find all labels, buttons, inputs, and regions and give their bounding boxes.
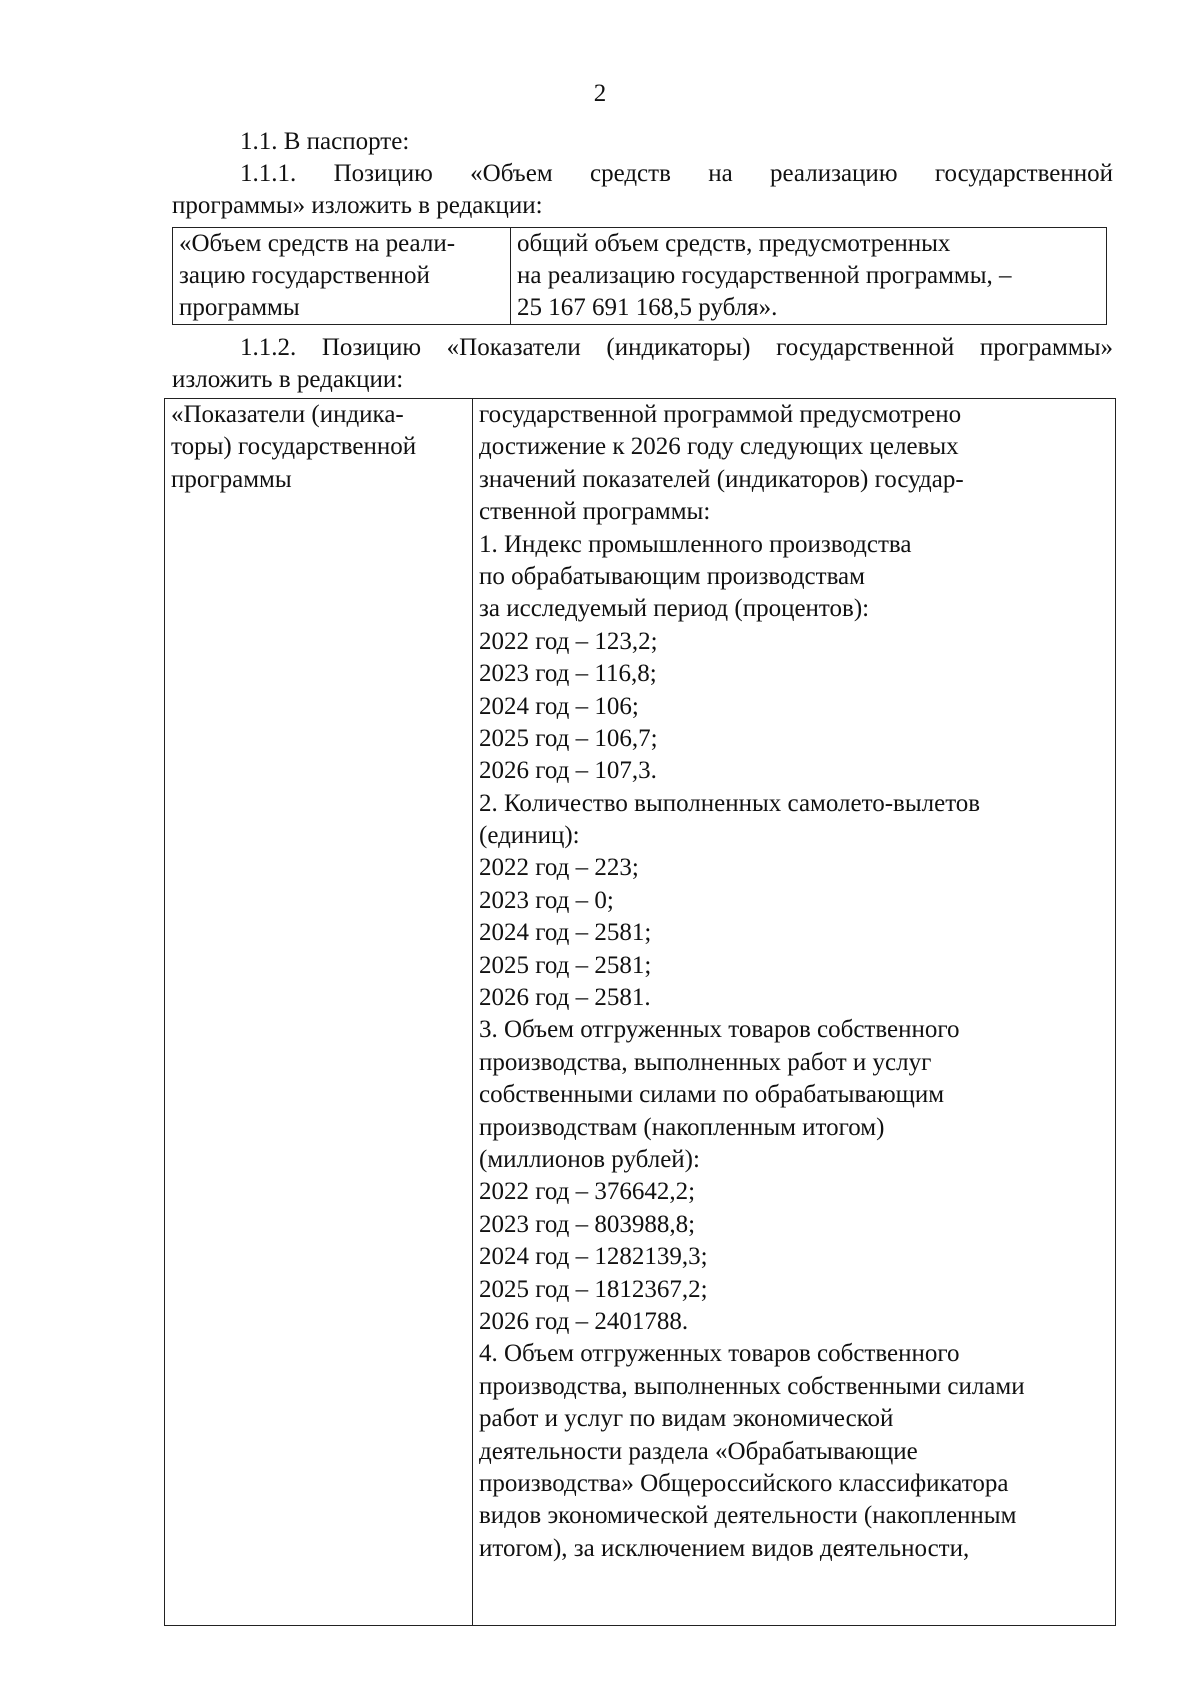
paragraph-1-1-2-line2: изложить в редакции: <box>172 366 404 393</box>
funding-volume-table <box>172 227 1107 325</box>
table-line: 2023 год – 116,8; <box>479 660 657 688</box>
paragraph-1-1-1-line1: 1.1.1. Позицию «Объем средств на реализацию государственной <box>240 160 1113 187</box>
table-line: зацию государственной <box>179 262 430 289</box>
table-line: 2026 год – 2581. <box>479 984 651 1012</box>
paragraph-1-1-1-line2: программы» изложить в редакции: <box>172 192 543 219</box>
table-line: программы <box>179 294 300 321</box>
table-line: 2024 год – 1282139,3; <box>479 1243 708 1271</box>
table-line: 2025 год – 2581; <box>479 951 652 979</box>
table-line: «Показатели (индика- <box>171 401 404 428</box>
table-line: 1. Индекс промышленного производства <box>479 530 912 558</box>
table-line: 25 167 691 168,5 рубля». <box>517 294 778 321</box>
table-line: достижение к 2026 году следующих целевых <box>479 433 959 461</box>
table-line: 4. Объем отгруженных товаров собственного <box>479 1340 960 1368</box>
table-line: по обрабатывающим производствам <box>479 562 865 590</box>
table-line: за исследуемый период (процентов): <box>479 595 870 623</box>
table-line: деятельности раздела «Обрабатывающие <box>479 1437 918 1465</box>
table-line: 2023 год – 803988,8; <box>479 1210 696 1238</box>
table-line: производства, выполненных работ и услуг <box>479 1048 932 1076</box>
table-line: 2026 год – 2401788. <box>479 1307 689 1335</box>
table-line: «Объем средств на реали- <box>179 230 456 257</box>
indicators-label-cell <box>165 399 473 1626</box>
table-line: ственной программы: <box>479 498 711 526</box>
table-line: работ и услуг по видам экономической <box>479 1405 894 1433</box>
paragraph-passport: 1.1. В паспорте: <box>240 128 410 155</box>
table-line: 2022 год – 376642,2; <box>479 1178 696 1206</box>
indicators-table <box>164 398 1116 1626</box>
table-line: собственными силами по обрабатывающим <box>479 1081 945 1109</box>
table-line: (миллионов рублей): <box>479 1145 700 1173</box>
table-line: 2026 год – 107,3. <box>479 757 657 785</box>
table-line: 2023 год – 0; <box>479 886 614 914</box>
table-line: 3. Объем отгруженных товаров собственного <box>479 1016 960 1044</box>
table-line: производства» Общероссийского классификатора <box>479 1469 1009 1497</box>
table-line: видов экономической деятельности (накопленным <box>479 1502 1017 1530</box>
table-line: программы <box>171 465 292 493</box>
table-line: государственной программой предусмотрено <box>479 401 962 428</box>
page-number: 2 <box>593 80 607 107</box>
table-line: 2025 год – 1812367,2; <box>479 1275 708 1303</box>
table-line: 2022 год – 223; <box>479 854 639 882</box>
table-line: 2025 год – 106,7; <box>479 724 658 752</box>
table-line: итогом), за исключением видов деятельности, <box>479 1534 970 1562</box>
funding-volume-value-cell <box>511 228 1107 325</box>
table-line: производствам (накопленным итогом) <box>479 1113 885 1141</box>
table-line: на реализацию государственной программы, – <box>517 262 1012 289</box>
table-line: 2024 год – 2581; <box>479 919 652 947</box>
table-line: торы) государственной <box>171 433 417 461</box>
table-line: 2022 год – 123,2; <box>479 627 658 655</box>
table-line: производства, выполненных собственными силами <box>479 1372 1025 1400</box>
table-line: общий объем средств, предусмотренных <box>517 230 951 257</box>
paragraph-1-1-2-line1: 1.1.2. Позицию «Показатели (индикаторы) государственной программы» <box>240 334 1113 361</box>
table-line: значений показателей (индикаторов) государ- <box>479 465 964 493</box>
funding-volume-label-cell <box>173 228 511 325</box>
table-line: (единиц): <box>479 822 580 850</box>
table-line: 2. Количество выполненных самолето-вылетов <box>479 789 981 817</box>
indicators-value-cell <box>473 399 1116 1626</box>
table-line: 2024 год – 106; <box>479 692 639 720</box>
